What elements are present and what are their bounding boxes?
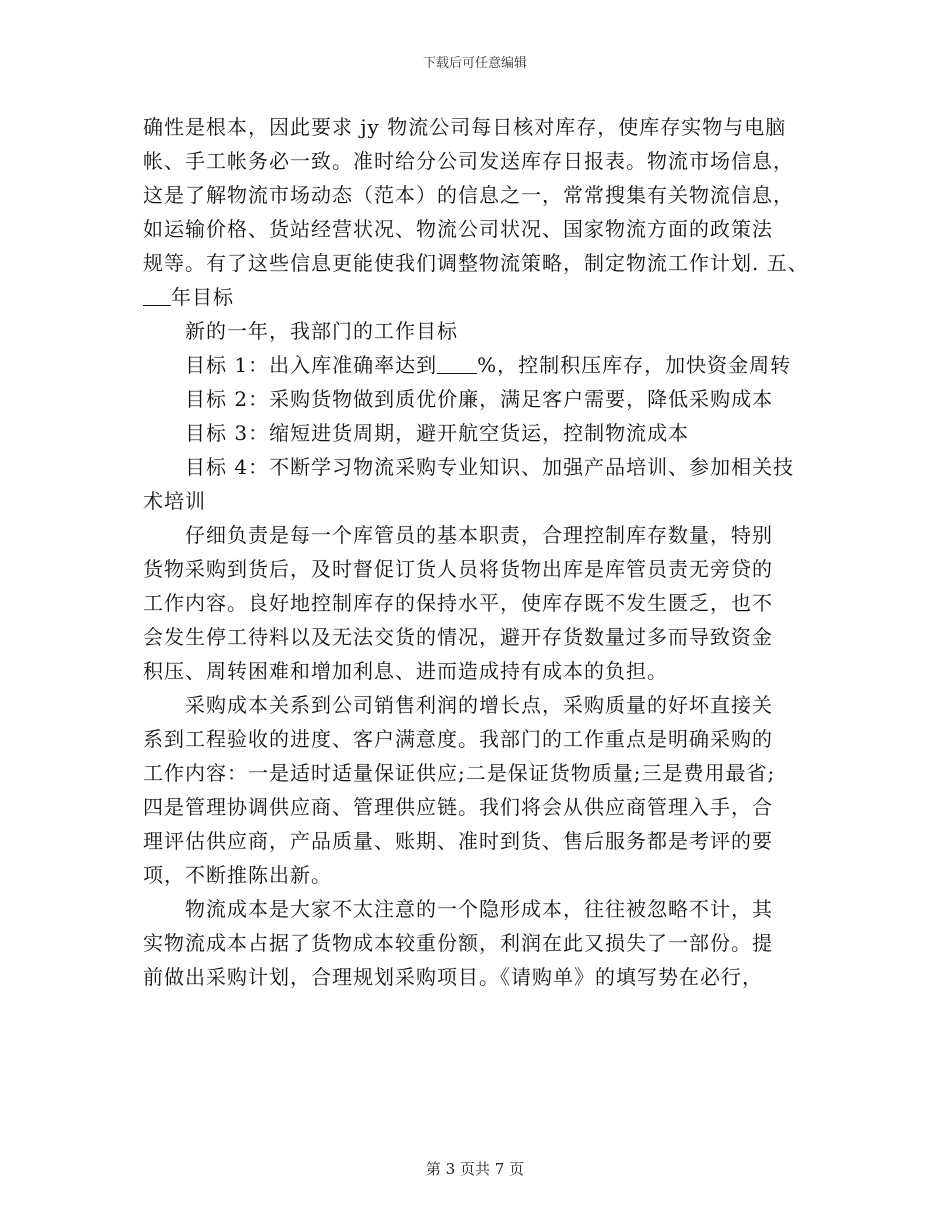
text-line: 货物采购到货后，及时督促订货人员将货物出库是库管员责无旁贷的 bbox=[143, 557, 773, 581]
goals-intro: 新的一年，我部门的工作目标 bbox=[185, 319, 458, 343]
page-number: 第 3 页共 7 页 bbox=[425, 1160, 525, 1178]
text-line: 会发生停工待料以及无法交货的情况，避开存货数量过多而导致资金 bbox=[143, 625, 773, 649]
text-line: 项，不断推陈出新。 bbox=[143, 863, 332, 887]
text-line: 四是管理协调供应商、管理供应链。我们将会从供应商管理入手，合 bbox=[143, 795, 773, 819]
text-line: 规等。有了这些信息更能使我们调整物流策略，制定物流工作计划. 五、 bbox=[143, 251, 809, 275]
text-line: 仔细负责是每一个库管员的基本职责，合理控制库存数量，特别 bbox=[185, 523, 773, 547]
text-line: 帐、手工帐务必一致。准时给分公司发送库存日报表。物流市场信息， bbox=[143, 149, 794, 173]
paragraph-inventory-info bbox=[143, 110, 813, 314]
text-line bbox=[143, 280, 813, 314]
text-line: 采购成本关系到公司销售利润的增长点，采购质量的好坏直接关 bbox=[185, 693, 773, 717]
text-line: 积压、周转困难和增加利息、进而造成持有成本的负担。 bbox=[143, 659, 668, 683]
page-header: 下载后可任意编辑 bbox=[422, 56, 527, 71]
text-line: 理评估供应商，产品质量、账期、准时到货、售后服务都是考评的要 bbox=[143, 829, 773, 853]
paragraph-logistics-cost bbox=[143, 892, 813, 994]
text-line: 工作内容。良好地控制库存的保持水平，使库存既不发生匮乏，也不 bbox=[143, 591, 773, 615]
goal-text-before: 目标 1：出入库准确率达到 bbox=[185, 353, 438, 377]
goal-text-after: %，控制积压库存，加快资金周转 bbox=[477, 353, 792, 377]
text-line: 工作内容：一是适时适量保证供应;二是保证货物质量;三是费用最省; bbox=[143, 761, 776, 785]
text-line: 系到工程验收的进度、客户满意度。我部门的工作重点是明确采购的 bbox=[143, 727, 773, 751]
text-line: 实物流成本占据了货物成本较重份额，利润在此又损失了一部份。提 bbox=[143, 931, 773, 955]
text-line: 前做出采购计划，合理规划采购项目。《请购单》的填写势在必行， bbox=[143, 965, 763, 989]
paragraph-purchasing-cost bbox=[143, 688, 813, 892]
fill-in-blank bbox=[143, 285, 171, 306]
goal-item-4 bbox=[143, 450, 813, 518]
fill-in-blank bbox=[437, 353, 477, 374]
paragraph-inventory-duty bbox=[143, 518, 813, 688]
text-line: 目标 4：不断学习物流采购专业知识、加强产品培训、参加相关技 bbox=[185, 455, 795, 479]
document-body bbox=[143, 110, 813, 994]
goal-item-3: 目标 3：缩短进货周期，避开航空货运，控制物流成本 bbox=[185, 421, 690, 445]
text-line: 物流成本是大家不太注意的一个隐形成本，往往被忽略不计，其 bbox=[185, 897, 773, 921]
goal-item-1 bbox=[143, 348, 813, 382]
text-line: 术培训 bbox=[143, 489, 206, 513]
text-fragment: 年目标 bbox=[171, 285, 234, 309]
text-line: 这是了解物流市场动态（范本）的信息之一，常常搜集有关物流信息， bbox=[143, 183, 794, 207]
text-line: 如运输价格、货站经营状况、物流公司状况、国家物流方面的政策法 bbox=[143, 217, 773, 241]
text-line: 确性是根本，因此要求 jy 物流公司每日核对库存，使库存实物与电脑 bbox=[143, 115, 787, 139]
goal-item-2: 目标 2：采购货物做到质优价廉，满足客户需要，降低采购成本 bbox=[185, 387, 774, 411]
